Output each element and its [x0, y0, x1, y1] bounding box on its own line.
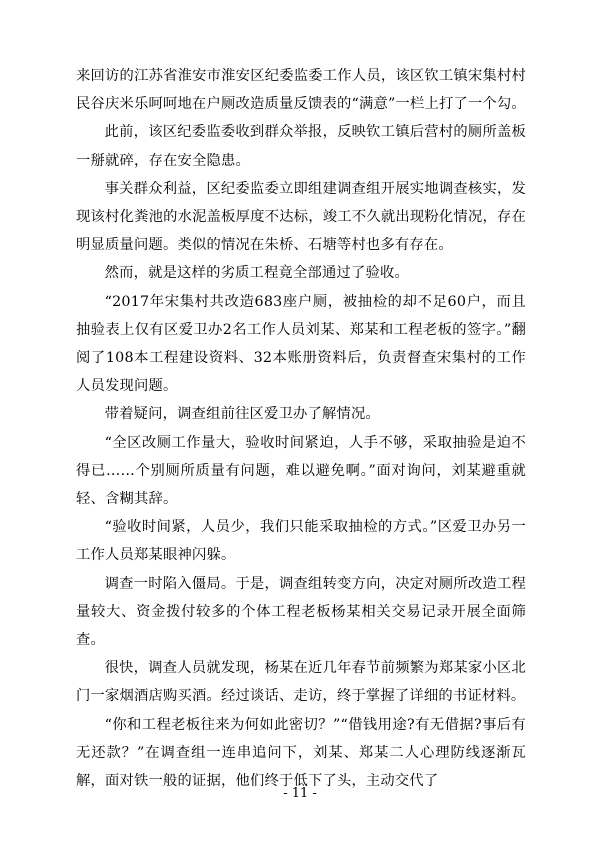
page-body	[76, 62, 526, 795]
paragraph: 然而，就是这样的劣质工程竟全部通过了验收。	[104, 265, 410, 282]
paragraph: 此前，该区纪委监委收到群众举报，反映钦工镇后营村的厕所盖板一掰就碎，存在安全隐患。	[76, 124, 526, 169]
paragraph: “全区改厕工作量大，验收时间紧迫，人手不够，采取抽验是迫不得已……个别厕所质量有问题，难以避免啊。”面对询问，刘某避重就轻、含糊其辞。	[76, 434, 526, 508]
page-number: - 11 -	[283, 786, 317, 801]
paragraph: 事关群众利益，区纪委监委立即组建调查组开展实地调查核实，发现该村化粪池的水泥盖板厚度不达标，竣工不久就出现粉化情况，存在明显质量问题。类似的情况在朱桥、石塘等村也多有存在。	[76, 180, 526, 254]
paragraph: 调查一时陷入僵局。于是，调查组转变方向，决定对厕所改造工程量较大、资金拨付较多的个体工程老板杨某相关交易记录开展全面筛查。	[76, 575, 526, 649]
paragraph: 来回访的江苏省淮安市淮安区纪委监委工作人员，该区钦工镇宋集村村民谷庆米乐呵呵地在户厕改造质量反馈表的“满意”一栏上打了一个勾。	[76, 68, 526, 113]
paragraph: 很快，调查人员就发现，杨某在近几年春节前频繁为郑某家小区北门一家烟酒店购买酒。经过谈话、走访，终于掌握了详细的书证材料。	[76, 660, 526, 705]
paragraph: “2017年宋集村共改造683座户厕，被抽检的却不足60户，而且抽验表上仅有区爱卫办2名工作人员刘某、郑某和工程老板的签字。”翻阅了108本工程建设资料、32本账册资料后，负责督查宋集村的工作人员发现问题。	[76, 293, 526, 395]
paragraph: “验收时间紧，人员少，我们只能采取抽检的方式。”区爱卫办另一工作人员郑某眼神闪躲。	[76, 519, 526, 564]
paragraph: 带着疑问，调查组前往区爱卫办了解情况。	[104, 406, 381, 423]
paragraph: “你和工程老板往来为何如此密切？”“借钱用途?有无借据?事后有无还款？”在调查组一连串追问下，刘某、郑某二人心理防线逐渐瓦解，面对铁一般的证据，他们终于低下了头，主动交代了	[76, 716, 526, 790]
